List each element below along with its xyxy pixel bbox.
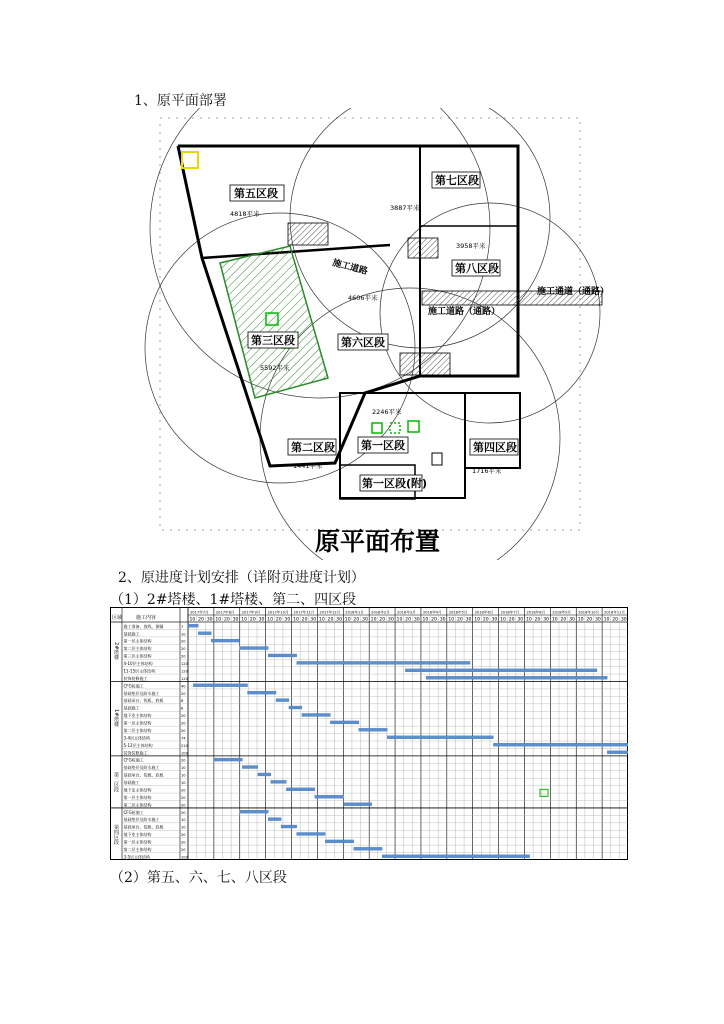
gantt-bar (188, 624, 198, 627)
subsection-heading-2: （2）第五、六、七、八区段 (110, 870, 287, 886)
gantt-task-label: 第一层主体结构 (123, 839, 152, 845)
gantt-task-label: 第一层主体结构 (123, 720, 152, 726)
zone-label-5: 第五区段 (234, 187, 278, 200)
gantt-bar (297, 832, 325, 835)
gantt-day-label: 20 (612, 617, 619, 623)
gantt-task-label: 装饰装修施工 (123, 675, 148, 681)
gantt-task-label: 地下室主体结构 (123, 832, 152, 838)
section-heading-layout: 1、原平面部署 (134, 93, 227, 109)
crane-marker-yellow (182, 152, 198, 168)
gantt-task-label: 3-5层主体结构 (123, 854, 151, 860)
gantt-days-label: 210 (181, 743, 188, 748)
gantt-bar (240, 810, 268, 813)
gantt-task-label: 4-10层主体结构 (123, 661, 153, 667)
gantt-bar (359, 728, 387, 731)
gantt-days-label: 8 (181, 706, 184, 711)
zone-label-8: 第八区段 (455, 262, 499, 275)
gantt-bar (289, 706, 302, 709)
gantt-bar (426, 676, 607, 679)
gantt-task-label: 基础垫层及防水施工 (123, 690, 160, 696)
gantt-group-label: 2#塔楼 (113, 642, 119, 660)
gantt-month-label: 2017年7月 (190, 610, 209, 615)
gantt-days-label: 20 (181, 810, 186, 815)
gantt-days-label: 20 (181, 840, 186, 845)
gantt-task-label: 第二层主体结构 (123, 802, 152, 808)
gantt-day-label: 10 (525, 617, 532, 623)
gantt-days-label: 100 (181, 751, 188, 756)
gantt-task-label: 3-4层主体结构 (123, 735, 151, 741)
gantt-bar (315, 795, 343, 798)
gantt-day-label: 30 (362, 617, 368, 623)
gantt-day-label: 10 (474, 617, 481, 623)
gantt-month-label: 2018年6月 (474, 610, 494, 615)
road-label-b: 施工道路（通路） (428, 307, 501, 317)
gantt-month-label: 2018年4月 (422, 610, 442, 615)
gantt-task-label: CFG桩施工 (123, 757, 144, 763)
gantt-day-label: 20 (224, 617, 230, 623)
gantt-day-label: 20 (431, 617, 437, 623)
gantt-bar (240, 647, 268, 650)
gantt-days-label: 10 (181, 773, 186, 778)
gantt-bar (405, 669, 597, 672)
gantt-task-label: 第二层主体结构 (123, 727, 152, 733)
gantt-day-label: 10 (189, 617, 196, 623)
gantt-group-label: 1#塔楼 (113, 709, 119, 727)
gantt-bar (268, 818, 281, 821)
gantt-days-label: 120 (181, 662, 188, 667)
gantt-bar (214, 758, 242, 761)
gantt-month-label: 2018年3月 (397, 610, 416, 615)
gantt-days-label: 10 (181, 781, 186, 786)
gantt-day-label: 20 (456, 617, 463, 623)
gantt-bar (271, 780, 287, 783)
gantt-task-label: 基础施工 (123, 631, 140, 637)
gantt-bar (198, 632, 211, 635)
gantt-task-label: 基础承台、筏板、底板 (123, 772, 164, 778)
gantt-day-label: 20 (405, 617, 412, 623)
gantt-days-label: 20 (181, 795, 186, 800)
gantt-task-label: 基础承台、筏板、底板 (123, 824, 164, 830)
gantt-days-label: 74 (181, 736, 186, 741)
site-plan-drawing (110, 108, 620, 560)
gantt-task-label: 地下室主体结构 (123, 713, 152, 719)
gantt-days-label: 20 (181, 728, 186, 733)
site-boundary-outline (178, 146, 518, 466)
gantt-days-label: 120 (181, 676, 188, 681)
gantt-month-label: 2017年9月 (241, 610, 261, 615)
gantt-day-label: 10 (396, 617, 403, 623)
zone-label-4: 第四区段 (473, 441, 517, 454)
gantt-day-label: 20 (560, 617, 567, 623)
area-label-8: 3958平米 (456, 242, 486, 250)
gantt-day-label: 10 (577, 617, 584, 623)
gantt-day-label: 20 (379, 617, 386, 623)
gantt-col-header-task: 施工内容 (136, 615, 157, 621)
area-label-2: 1441平米 (293, 462, 323, 470)
crane-marker-green-5 (408, 421, 419, 432)
gantt-days-label: 10 (181, 632, 186, 637)
gantt-days-label: 10 (181, 818, 186, 823)
gantt-days-label: 20 (181, 833, 186, 838)
gantt-day-label: 10 (241, 617, 248, 623)
gantt-month-label: 2018年2月 (371, 610, 390, 615)
gantt-day-label: 10 (293, 617, 299, 623)
gantt-day-label: 30 (543, 617, 550, 623)
gantt-day-label: 20 (586, 617, 593, 623)
gantt-day-label: 10 (215, 617, 222, 623)
gantt-day-label: 10 (344, 617, 351, 623)
gantt-bar (325, 840, 353, 843)
gantt-day-label: 10 (603, 617, 610, 623)
gantt-days-label: 8 (181, 699, 184, 704)
tower-crane-base-2 (400, 353, 450, 375)
gantt-day-label: 10 (551, 617, 558, 623)
zone-3-green-area (220, 246, 328, 398)
gantt-days-label: 10 (181, 825, 186, 830)
gantt-bar (343, 803, 371, 806)
gantt-day-label: 30 (594, 617, 601, 623)
gantt-bar (242, 766, 258, 769)
gantt-bar (354, 847, 382, 850)
gantt-day-label: 20 (198, 617, 204, 623)
gantt-bar (493, 743, 628, 746)
gantt-day-label: 30 (336, 617, 343, 623)
gantt-day-label: 30 (258, 617, 265, 623)
gantt-month-label: 2018年7月 (500, 610, 520, 615)
gantt-day-label: 20 (275, 617, 282, 623)
gantt-day-label: 30 (465, 617, 472, 623)
gantt-day-label: 30 (569, 617, 575, 623)
gantt-task-label: CFG桩施工 (123, 809, 144, 815)
gantt-days-label: 20 (181, 714, 186, 719)
gantt-days-label: 7 (181, 624, 184, 629)
gantt-days-label: 20 (181, 788, 186, 793)
gantt-month-label: 2017年8月 (215, 610, 235, 615)
gantt-bar (281, 825, 297, 828)
gantt-task-label: 第一层主体结构 (123, 638, 152, 644)
gantt-days-label: 20 (181, 847, 186, 852)
gantt-group-label: 第四区段 (113, 824, 119, 845)
gantt-task-label: 装饰装修施工 (123, 750, 148, 756)
gantt-days-label: 120 (181, 669, 188, 674)
gantt-chart (110, 607, 628, 860)
gantt-days-label: 20 (181, 721, 186, 726)
gantt-month-label: 2018年8月 (526, 610, 546, 615)
gantt-days-label: 20 (181, 803, 186, 808)
gantt-days-label: 20 (181, 647, 186, 652)
gantt-day-label: 20 (353, 617, 360, 623)
gantt-day-label: 30 (387, 617, 394, 623)
crane-marker-green-3 (372, 423, 382, 433)
area-label-7: 3887平米 (390, 204, 420, 212)
gantt-days-label: 40 (181, 684, 186, 689)
gantt-day-label: 30 (439, 617, 446, 623)
gantt-month-label: 2018年11月 (604, 610, 626, 615)
gantt-bar (211, 639, 239, 642)
gantt-bar (382, 855, 530, 858)
gantt-day-label: 10 (318, 617, 325, 623)
gantt-day-label: 30 (284, 617, 291, 623)
gantt-days-label: 20 (181, 758, 186, 763)
gantt-days-label: 10 (181, 766, 186, 771)
gantt-day-label: 10 (370, 617, 377, 623)
gantt-bar (330, 721, 358, 724)
gantt-day-label: 30 (491, 617, 498, 623)
gantt-bar (258, 773, 271, 776)
zone-4-block (465, 393, 520, 468)
gantt-month-label: 2018年10月 (578, 610, 600, 615)
gantt-bar (276, 699, 289, 702)
gantt-days-label: 100 (181, 855, 188, 860)
area-label-3: 5592平米 (260, 364, 290, 372)
subsection-heading-1: （1）2#塔楼、1#塔楼、第二、四区段 (110, 592, 357, 608)
gantt-bar (286, 788, 314, 791)
area-label-5: 4818平米 (230, 210, 260, 218)
gantt-days-label: 20 (181, 691, 186, 696)
tower-crane-base-3 (408, 238, 438, 258)
gantt-col-header-area: 区域 (112, 615, 123, 621)
road-label-a: 施工道路 (331, 258, 369, 278)
gantt-task-label: CFG桩施工 (123, 683, 144, 689)
section-heading-schedule: 2、原进度计划安排（详附页进度计划） (118, 570, 365, 586)
gantt-day-label: 30 (620, 617, 627, 623)
gantt-task-label: 第一层主体结构 (123, 794, 152, 800)
gantt-month-label: 2018年9月 (552, 610, 571, 615)
area-label-6: 4606平米 (348, 294, 378, 302)
gantt-day-label: 30 (232, 617, 239, 623)
gantt-task-label: 第二层主体结构 (123, 646, 152, 652)
gantt-month-label: 2017年10月 (267, 610, 289, 615)
gantt-day-label: 20 (534, 617, 541, 623)
zone-label-3: 第三区段 (251, 334, 295, 347)
gantt-month-label: 2018年1月 (345, 610, 364, 615)
gantt-task-label: 基础垫层及防水施工 (123, 817, 160, 823)
gantt-day-label: 30 (517, 617, 524, 623)
area-label-1: 2246平米 (372, 408, 402, 416)
tower-crane-base-1 (288, 223, 328, 245)
gantt-month-label: 2017年11月 (293, 610, 315, 615)
zone-label-6: 第六区段 (341, 336, 385, 349)
gantt-task-label: 地下室主体结构 (123, 787, 152, 793)
gantt-task-label: 第二层主体结构 (123, 846, 152, 852)
gantt-day-label: 20 (301, 617, 308, 623)
gantt-month-label: 2018年5月 (448, 610, 468, 615)
gantt-task-label: 第三层主体结构 (123, 653, 152, 659)
gantt-task-label: 基础垫层及防水施工 (123, 765, 160, 771)
gantt-bar (607, 751, 628, 754)
zone-label-7: 第七区段 (435, 174, 479, 187)
gantt-day-label: 20 (249, 617, 256, 623)
zone-label-1: 第一区段 (361, 439, 405, 452)
gantt-day-label: 10 (500, 617, 506, 623)
area-label-4: 1716平米 (472, 467, 502, 475)
gantt-task-label: 施工准备、放线、测量 (123, 623, 164, 629)
gantt-task-label: 基础承台、筏板、底板 (123, 698, 164, 704)
gantt-day-label: 10 (448, 617, 455, 623)
gantt-day-label: 20 (482, 617, 489, 623)
gantt-bar (193, 684, 247, 687)
zone-label-1b: 第一区段(附) (362, 477, 428, 490)
gantt-day-label: 30 (310, 617, 317, 623)
gantt-bar (302, 713, 330, 716)
gantt-task-label: 基础施工 (123, 705, 140, 711)
gantt-days-label: 20 (181, 654, 186, 659)
gantt-days-label: 20 (181, 639, 186, 644)
gantt-day-label: 10 (267, 617, 274, 623)
gantt-bar (297, 661, 470, 664)
road-label-c: 施工通道（通路） (537, 287, 610, 297)
gantt-day-label: 20 (327, 617, 334, 623)
gantt-day-label: 30 (206, 617, 213, 623)
gantt-task-label: 基础施工 (123, 780, 140, 786)
plan-caption: 原平面布置 (315, 527, 441, 556)
zone-label-2: 第二区段 (291, 441, 335, 454)
gantt-bar (268, 654, 296, 657)
gantt-bar (248, 691, 276, 694)
gantt-day-label: 20 (508, 617, 515, 623)
gantt-day-label: 30 (413, 617, 420, 623)
small-box (432, 453, 442, 465)
gantt-bar (387, 736, 493, 739)
gantt-day-label: 10 (422, 617, 429, 623)
gantt-group-label: 第二区段 (113, 772, 119, 793)
gantt-task-label: 5-12层主体结构 (123, 742, 153, 748)
gantt-month-label: 2017年12月 (319, 610, 341, 615)
gantt-task-label: 11-15层主体结构 (123, 668, 156, 674)
